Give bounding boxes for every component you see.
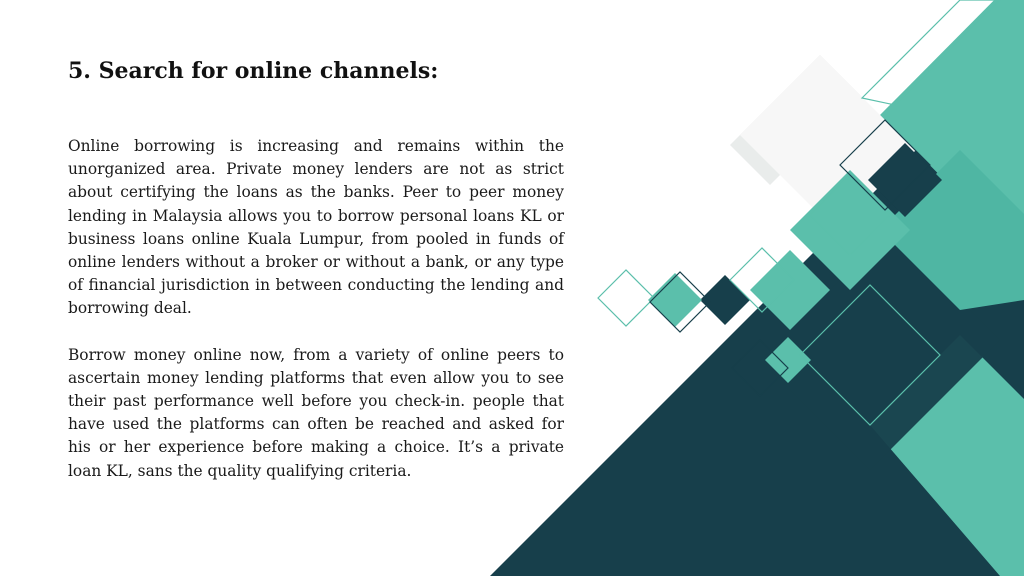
slide-body	[68, 135, 564, 506]
paragraph: Online borrowing is increasing and remains within the unorganized area. Private money lenders are not as strict about certifying the loans as the banks. Peer to peer money lending in Malaysia allows you to borrow personal loans KL or business loans online Kuala Lumpur, from pooled in funds of online lenders without a broker or without a bank, or any type of financial jurisdiction in between conducting the lending and borrowing deal.	[68, 137, 564, 318]
slide-heading: 5. Search for online channels:	[68, 58, 439, 84]
paragraph: Borrow money online now, from a variety of online peers to ascertain money lending platforms that even allow you to see their past performance well before you check-in. people that have used the platforms can often be reached and asked for his or her experience before making a choice. It’s a private loan KL, sans the quality qualifying criteria.	[68, 345, 564, 480]
outline-diamond-1	[598, 270, 654, 326]
